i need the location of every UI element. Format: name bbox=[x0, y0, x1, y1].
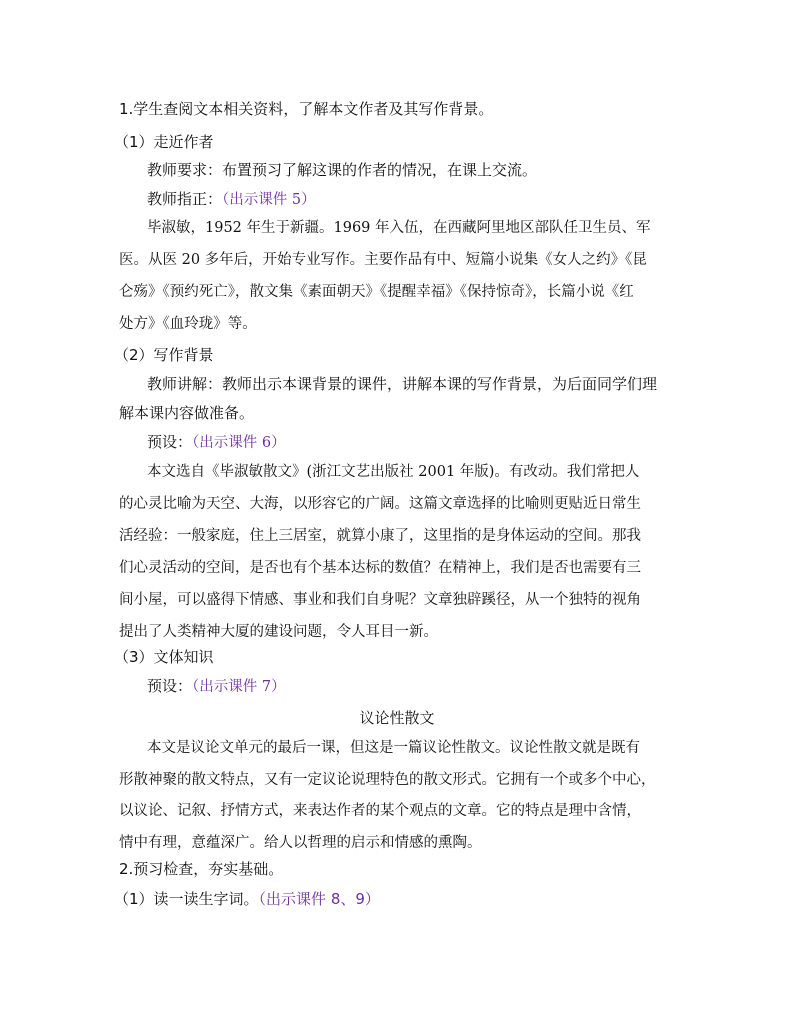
sub-heading-author: （1）走近作者 bbox=[114, 133, 214, 151]
courseware-ref: （出示课件 8、9） bbox=[258, 890, 380, 908]
teacher-explain-line: 教师讲解：教师出示本课背景的课件，讲解本课的写作背景，为后面同学们理 bbox=[147, 375, 658, 393]
courseware-ref: （出示课件 7） bbox=[192, 679, 286, 695]
genre-line: 本文是议论文单元的最后一课，但这是一篇议论性散文。议论性散文就是既有 bbox=[147, 740, 640, 756]
author-line: 医。从医 20 多年后，开始专业写作。主要作品有中、短篇小说集《女人之约》《昆 bbox=[119, 252, 647, 268]
background-line: 提出了人类精神大厦的建设问题，令人耳目一新。 bbox=[119, 624, 438, 640]
sub-heading-genre: （3）文体知识 bbox=[114, 648, 214, 666]
teacher-request: 教师要求：布置预习了解这课的作者的情况，在课上交流。 bbox=[147, 161, 538, 179]
background-line: 本文选自《毕淑敏散文》(浙江文艺出版社 2001 年版)。有改动。我们常把人 bbox=[147, 464, 640, 480]
genre-title: 议论性散文 bbox=[359, 709, 435, 727]
sub-heading-vocab bbox=[114, 889, 380, 909]
sub-heading-background: （2）写作背景 bbox=[114, 346, 214, 364]
vocab-label: （1）读一读生字词。 bbox=[114, 890, 259, 908]
background-line: 活经验：一般家庭，住上三居室，就算小康了，这里指的是身体运动的空间。那我 bbox=[119, 528, 641, 544]
author-line: 处方》《血玲珑》等。 bbox=[119, 316, 257, 332]
genre-line: 以议论、记叙、抒情方式，来表达作者的某个观点的文章。它的特点是理中含情， bbox=[119, 803, 641, 819]
preset-courseware-7 bbox=[147, 676, 286, 697]
preset-label: 预设： bbox=[147, 677, 193, 695]
courseware-ref: （出示课件 5） bbox=[222, 192, 316, 208]
section2-heading: 2.预习检查，夯实基础。 bbox=[119, 860, 284, 878]
section1-heading: 1.学生查阅文本相关资料，了解本文作者及其写作背景。 bbox=[119, 100, 494, 118]
courseware-ref: （出示课件 6） bbox=[192, 435, 286, 451]
background-line: 们心灵活动的空间，是否也有个基本达标的数值？在精神上，我们是否也需要有三 bbox=[119, 560, 641, 576]
genre-line: 情中有理，意蕴深广。给人以哲理的启示和情感的熏陶。 bbox=[119, 835, 482, 851]
teacher-note-label: 教师指正： bbox=[147, 190, 223, 208]
teacher-explain-line: 解本课内容做准备。 bbox=[119, 404, 255, 422]
author-line: 毕淑敏，1952 年生于新疆。1969 年入伍，在西藏阿里地区部队任卫生员、军 bbox=[147, 220, 651, 236]
preset-courseware-6 bbox=[147, 432, 286, 453]
background-line: 间小屋，可以盛得下情感、事业和我们自身呢？文章独辟蹊径，从一个独特的视角 bbox=[119, 592, 641, 608]
teacher-note bbox=[147, 189, 316, 210]
preset-label: 预设： bbox=[147, 433, 193, 451]
genre-line: 形散神聚的散文特点，又有一定议论说理特色的散文形式。它拥有一个或多个中心， bbox=[119, 772, 656, 788]
background-line: 的心灵比喻为天空、大海，以形容它的广阔。这篇文章选择的比喻则更贴近日常生 bbox=[119, 496, 641, 512]
author-line: 仑殇》《预约死亡》，散文集《素面朝天》《提醒幸福》《保持惊奇》，长篇小说《红 bbox=[119, 284, 634, 300]
